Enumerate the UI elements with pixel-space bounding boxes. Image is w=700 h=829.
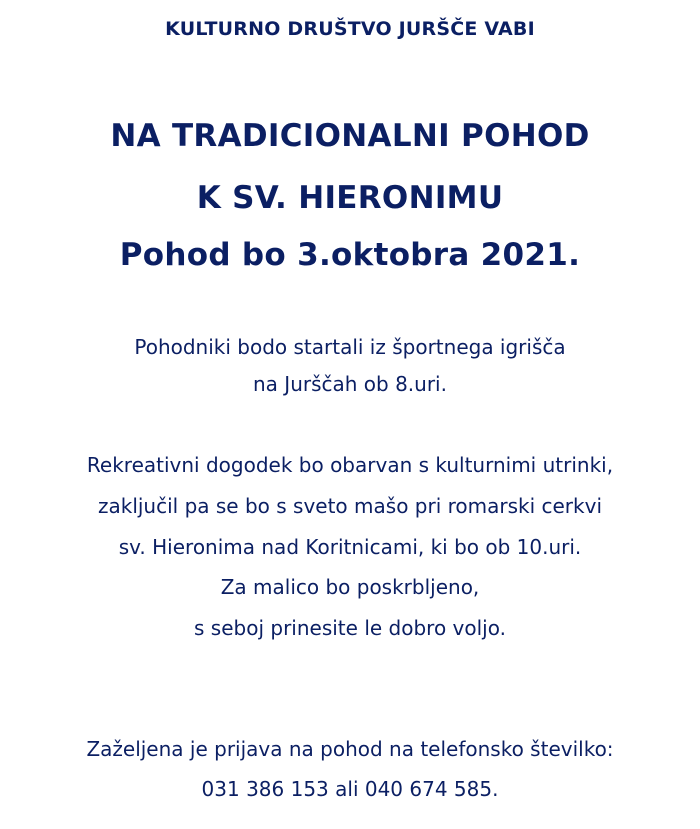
event-info-line-1: Rekreativni dogodek bo obarvan s kulturnimi utrinki, bbox=[86, 453, 614, 477]
organization-name: KULTURNO DRUŠTVO JURŠČE VABI bbox=[165, 18, 535, 40]
headline-line-1: NA TRADICIONALNI POHOD bbox=[110, 118, 590, 154]
contact-line-1: Zaželjena je prijava na pohod na telefonsko številko: bbox=[86, 737, 614, 761]
contact-phone-numbers: 031 386 153 ali 040 674 585. bbox=[201, 777, 499, 801]
event-info-line-2: zaključil pa se bo s sveto mašo pri romarski cerkvi bbox=[97, 494, 603, 518]
event-info-line-3: sv. Hieronima nad Koritnicami, ki bo ob 10.uri. bbox=[118, 535, 582, 559]
start-info-line-2: na Jurščah ob 8.uri. bbox=[253, 372, 447, 396]
start-info-line-1: Pohodniki bodo startali iz športnega igrišča bbox=[134, 335, 566, 359]
event-info-line-5: s seboj prinesite le dobro voljo. bbox=[194, 616, 506, 640]
event-info-line-4: Za malico bo poskrbljeno, bbox=[220, 575, 480, 599]
headline-line-2: K SV. HIERONIMU bbox=[196, 180, 504, 216]
event-date: Pohod bo 3.oktobra 2021. bbox=[119, 237, 581, 273]
